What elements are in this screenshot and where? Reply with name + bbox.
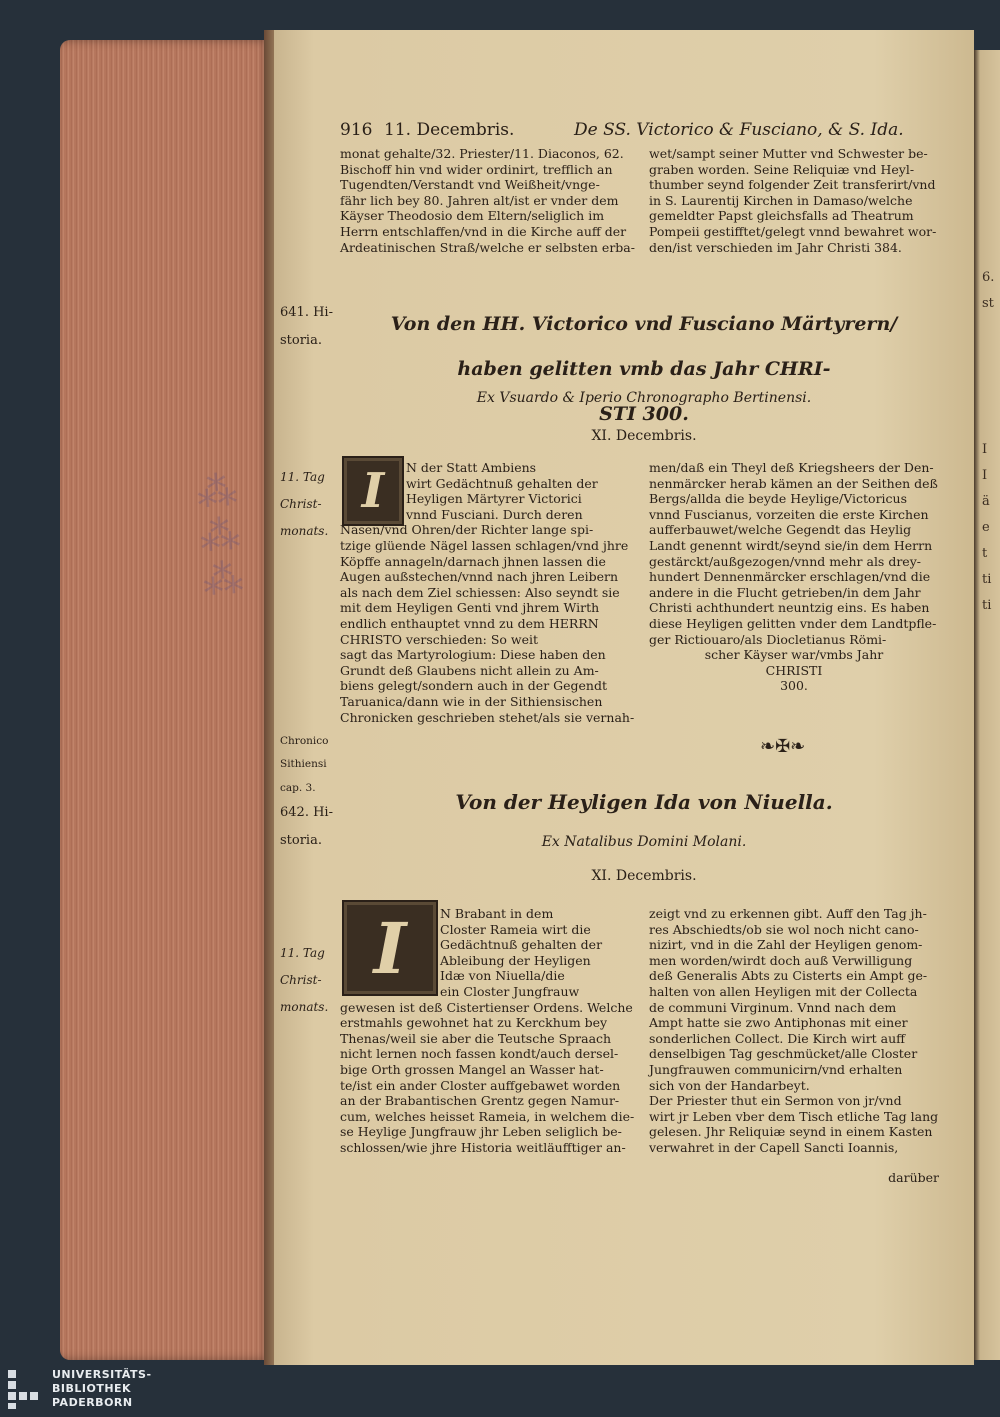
facing-page-fragment: ti bbox=[982, 598, 992, 613]
text-line: ger Rictiouaro/als Diocletianus Römi- bbox=[649, 631, 887, 647]
text-line: Ampt hatte sie zwo Antiphonas mit einer bbox=[649, 1015, 908, 1031]
text-line: monats. bbox=[280, 1000, 329, 1014]
library-line2: BIBLIOTHEK bbox=[52, 1382, 132, 1395]
text-line: Christ- bbox=[280, 497, 322, 511]
text-line: CHRISTI bbox=[765, 662, 823, 678]
text-line: an der Brabantischen Grentz gegen Namur- bbox=[340, 1093, 620, 1109]
text-line: Chronico bbox=[280, 734, 329, 747]
section2-source: Ex Natalibus Domini Molani. bbox=[541, 834, 747, 850]
text-line: men/daß ein Theyl deß Kriegsheers der Den- bbox=[649, 460, 934, 475]
text-line: Christi achthundert neuntzig eins. Es haben bbox=[649, 600, 930, 616]
text-line: cum, welches heisset Rameia, in welchem die- bbox=[340, 1108, 635, 1124]
text-line: monats. bbox=[280, 524, 329, 538]
text-line: sagt das Martyrologium: Diese haben den bbox=[340, 647, 606, 663]
library-logo-icon bbox=[8, 1370, 44, 1410]
facing-page-edge bbox=[974, 50, 1000, 1360]
text-line: Herrn entschlaffen/vnd in die Kirche auff der bbox=[340, 223, 627, 239]
section1-title bbox=[354, 292, 934, 446]
text-line: erstmahls gewohnet hat zu Kerckhum bey bbox=[340, 1015, 608, 1031]
text-line: in S. Laurentij Kirchen in Damaso/welche bbox=[649, 192, 913, 208]
text-line: tzige glüende Nägel lassen schlagen/vnd jhre bbox=[340, 537, 629, 553]
text-line: Ardeatinischen Straß/welche er selbsten erba- bbox=[340, 239, 635, 255]
text-line: cap. 3. bbox=[280, 781, 316, 794]
text-line: men worden/wirdt doch auß Verwilligung bbox=[649, 952, 913, 968]
section1-date: XI. Decembris. bbox=[591, 428, 697, 444]
text-line: Idæ von Niuella/die bbox=[440, 968, 565, 984]
text-line: 11. Tag bbox=[280, 470, 325, 484]
text-line: biens gelegt/sondern auch in der Gegendt bbox=[340, 678, 608, 694]
text-line: bige Orth grossen Mangel an Wasser hat- bbox=[340, 1061, 604, 1077]
text-line: vnnd Fuscianus, vorzeiten die erste Kirchen bbox=[649, 506, 929, 522]
text-line: als nach dem Ziel schiessen: Also seyndt sie bbox=[340, 584, 620, 600]
text-line: wirt jr Leben vber dem Tisch etliche Tag lang bbox=[649, 1108, 939, 1124]
text-line: aufferbauwet/welche Gegendt das Heylig bbox=[649, 522, 912, 538]
text-line: storia. bbox=[280, 833, 322, 848]
section2-right-column bbox=[649, 906, 939, 1156]
top-right-column bbox=[649, 146, 939, 255]
text-line: 642. Hi- bbox=[280, 805, 333, 820]
section2-title: Von der Heyligen Ida von Niuella. bbox=[455, 790, 833, 814]
text-line: nicht lernen noch fassen kondt/auch dersel- bbox=[340, 1046, 619, 1062]
text-line: Gedächtnuß gehalten der bbox=[440, 937, 603, 953]
section2-left-column bbox=[340, 906, 640, 1156]
section1-initial-letter: I bbox=[342, 456, 404, 526]
text-line: 300. bbox=[780, 678, 808, 694]
section2-day-label bbox=[280, 934, 328, 1027]
text-line: den/ist verschieden im Jahr Christi 384. bbox=[649, 239, 902, 255]
facing-page-fragment: I bbox=[982, 468, 988, 483]
text-line: N Brabant in dem bbox=[440, 906, 554, 921]
catchword: darüber bbox=[888, 1170, 939, 1185]
text-line: Von den HH. Victorico vnd Fusciano Märtyrern/ bbox=[390, 313, 898, 335]
page-number: 916 bbox=[340, 120, 373, 140]
text-line: Bergs/allda die beyde Heylige/Victoricus bbox=[649, 491, 908, 507]
text-line: Sithiensi bbox=[280, 758, 327, 770]
text-line: Ableibung der Heyligen bbox=[440, 952, 591, 968]
text-line: de communi Virginum. Vnnd nach dem bbox=[649, 999, 897, 1015]
section2-margin-label bbox=[280, 792, 333, 861]
text-line: Köpffe annageln/darnach jhnen lassen die bbox=[340, 553, 606, 569]
text-line: 11. Tag bbox=[280, 946, 325, 960]
library-stamp-mark: ⁂ ⁂ ⁂ bbox=[195, 467, 245, 605]
text-line: halten von allen Heyligen mit der Collecta bbox=[649, 983, 918, 999]
text-line: se Heylige Jungfrauw jhr Leben seliglich be- bbox=[340, 1124, 622, 1140]
section1-day-label bbox=[280, 458, 328, 551]
text-line: gestärckt/außgezogen/vnnd mehr als drey- bbox=[649, 553, 921, 569]
section1-margin-label bbox=[280, 292, 333, 361]
section1-source: Ex Vsuardo & Iperio Chronographo Bertinensi. bbox=[476, 390, 812, 406]
text-line: storia. bbox=[280, 333, 322, 348]
facing-page-fragment: ä bbox=[982, 494, 990, 509]
text-line: wet/sampt seiner Mutter vnd Schwester be- bbox=[649, 146, 928, 161]
text-line: zeigt vnd zu erkennen gibt. Auff den Tag jh- bbox=[649, 906, 927, 921]
text-line: CHRISTO verschieden: So weit bbox=[340, 631, 539, 647]
section1-left-column bbox=[340, 460, 640, 725]
text-line: N der Statt Ambiens bbox=[406, 460, 537, 475]
text-line: 641. Hi- bbox=[280, 305, 333, 320]
facing-page-fragment: e bbox=[982, 520, 990, 535]
text-line: Chronicken geschrieben stehet/als sie vernah- bbox=[340, 709, 635, 725]
fleuron-ornament: ❧✠❧ bbox=[760, 736, 806, 757]
text-line: mit dem Heyligen Genti vnd jhrem Wirth bbox=[340, 600, 600, 616]
text-line: hundert Dennenmärcker erschlagen/vnd die bbox=[649, 569, 931, 585]
library-line1: UNIVERSITÄTS- bbox=[52, 1368, 152, 1381]
text-line: Thenas/weil sie aber die Teutsche Spraach bbox=[340, 1030, 612, 1046]
text-line: Pompeii gestifftet/gelegt vnnd bewahret wor- bbox=[649, 223, 937, 239]
text-line: verwahret in der Capell Sancti Ioannis, bbox=[649, 1139, 899, 1155]
text-line: gelesen. Jhr Reliquiæ seynd in einem Kasten bbox=[649, 1124, 933, 1140]
text-line: endlich enthauptet vnnd zu dem HERRN bbox=[340, 615, 599, 631]
text-line: deß Generalis Abts zu Cisterts ein Ampt ge- bbox=[649, 968, 928, 984]
text-line: monat gehalte/32. Priester/11. Diaconos, 62. bbox=[340, 146, 624, 161]
text-line: andere in die Flucht getrieben/in dem Jahr bbox=[649, 584, 921, 600]
text-line: schlossen/wie jhre Historia weitläufftiger an- bbox=[340, 1139, 626, 1155]
text-line: Käyser Theodosio dem Eltern/seliglich im bbox=[340, 208, 605, 224]
text-line: Heyligen Märtyrer Victorici bbox=[406, 491, 582, 507]
text-line: Christ- bbox=[280, 973, 322, 987]
top-left-column bbox=[340, 146, 640, 255]
text-line: STI 300. bbox=[599, 403, 689, 425]
open-book bbox=[60, 30, 1000, 1375]
text-line: wirt Gedächtnuß gehalten der bbox=[406, 475, 598, 491]
text-line: graben worden. Seine Reliquiæ vnd Heyl- bbox=[649, 161, 915, 177]
facing-page-fragment: I bbox=[982, 442, 988, 457]
text-line: Augen außstechen/vnnd nach jhren Leibern bbox=[340, 569, 619, 585]
text-line: diese Heyligen gelitten vnder dem Landtpfle- bbox=[649, 615, 937, 631]
text-line: fähr lich bey 80. Jahren alt/ist er vnder dem bbox=[340, 192, 619, 208]
facing-page-fragment: st bbox=[982, 296, 994, 311]
running-title: De SS. Victorico & Fusciano, & S. Ida. bbox=[574, 120, 904, 140]
text-line: Landt genennt wirdt/seynd sie/in dem Herrn bbox=[649, 537, 933, 553]
text-line: Grundt deß Glaubens nicht allein zu Am- bbox=[340, 662, 599, 678]
section2-initial-letter: I bbox=[342, 900, 438, 996]
library-name bbox=[52, 1368, 152, 1410]
text-line: Taruanica/dann wie in der Sithiensischen bbox=[340, 693, 603, 709]
text-line: thumber seynd folgender Zeit transferirt/vnd bbox=[649, 177, 936, 193]
text-line: te/ist ein ander Closter auffgebawet worden bbox=[340, 1077, 621, 1093]
facing-page-fragment: ti bbox=[982, 572, 992, 587]
header-date: 11. Decembris. bbox=[384, 120, 515, 140]
text-line: sich von der Handarbeyt. bbox=[649, 1077, 810, 1093]
text-line: nizirt, vnd in die Zahl der Heyligen genom- bbox=[649, 937, 923, 953]
text-line: ein Closter Jungfrauw bbox=[440, 983, 580, 999]
facing-page-fragment: 6. bbox=[982, 270, 995, 285]
section1-right-column bbox=[649, 460, 939, 694]
section2-date: XI. Decembris. bbox=[591, 868, 697, 884]
text-line: Closter Rameia wirt die bbox=[440, 921, 591, 937]
text-line: Jungfrauwen communicirn/vnd erhalten bbox=[649, 1061, 903, 1077]
text-line: scher Käyser war/vmbs Jahr bbox=[704, 647, 884, 663]
text-line: Tugendten/Verstandt vnd Weißheit/vnge- bbox=[340, 177, 600, 193]
text-line: gemeldter Papst gleichsfalls ad Theatrum bbox=[649, 208, 914, 224]
text-line: sonderlichen Collect. Die Kirch wirt auff bbox=[649, 1030, 906, 1046]
text-line: gewesen ist deß Cistertienser Ordens. Welche bbox=[340, 999, 633, 1015]
text-line: vnnd Fusciani. Durch deren bbox=[406, 506, 583, 522]
book-page bbox=[274, 30, 974, 1375]
text-line: haben gelitten vmb das Jahr CHRI- bbox=[457, 358, 831, 380]
text-line: res Abschiedts/ob sie wol noch nicht cano- bbox=[649, 921, 919, 937]
text-line: Nasen/vnd Ohren/der Richter lange spi- bbox=[340, 522, 594, 538]
text-line: nenmärcker herab kämen an der Seithen deß bbox=[649, 475, 938, 491]
book-page-edges bbox=[60, 40, 272, 1360]
facing-page-fragment: t bbox=[982, 546, 988, 561]
text-line: denselbigen Tag geschmücket/alle Closter bbox=[649, 1046, 918, 1062]
library-line3: PADERBORN bbox=[52, 1396, 133, 1409]
text-line: Bischoff hin vnd wider ordinirt, trefflich an bbox=[340, 161, 613, 177]
text-line: Der Priester thut ein Sermon von jr/vnd bbox=[649, 1093, 902, 1109]
